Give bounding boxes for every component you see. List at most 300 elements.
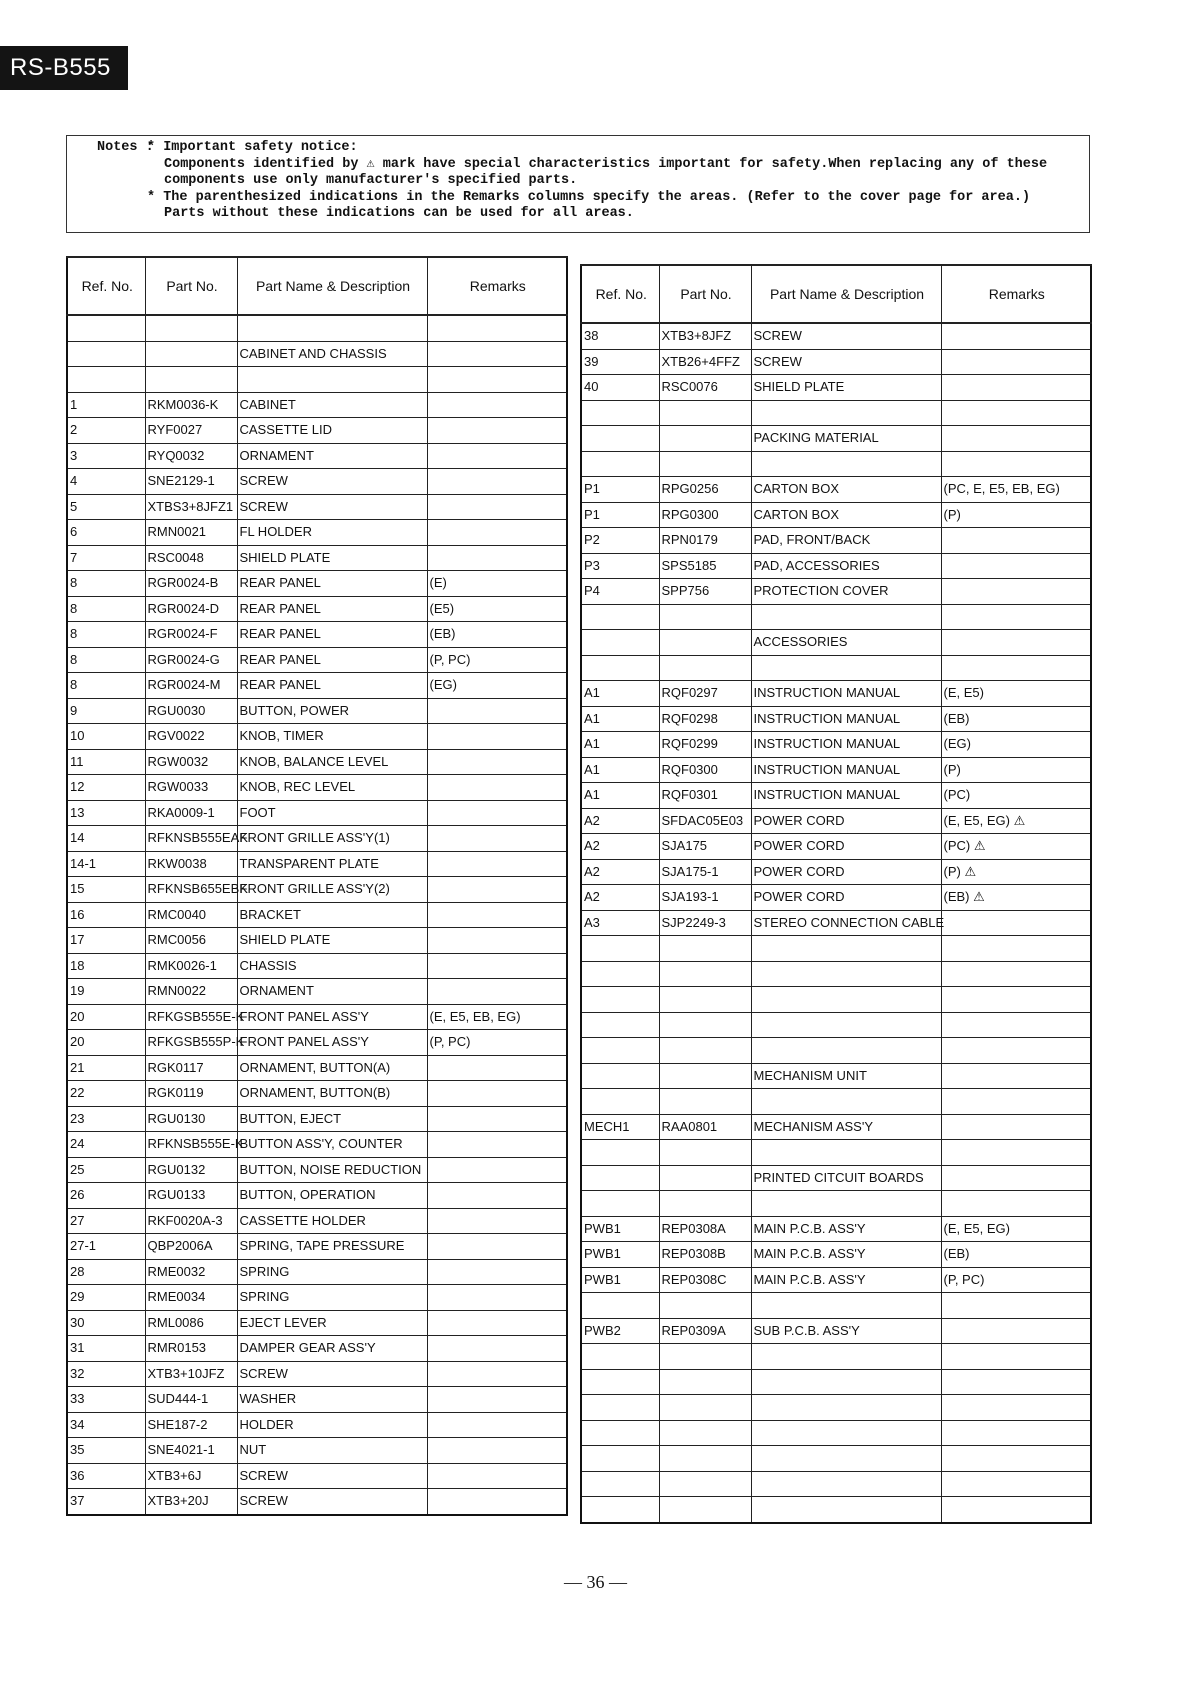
part-name-cell: MAIN P.C.B. ASS'Y [751, 1216, 941, 1242]
part-no-cell [659, 1140, 751, 1166]
table-row [67, 443, 567, 469]
col-name-header: Part Name & Description [237, 257, 427, 315]
part-no-cell: RKM0036-K [145, 392, 237, 418]
remarks-cell [427, 749, 567, 775]
part-name-cell: DAMPER GEAR ASS'Y [237, 1336, 427, 1362]
remarks-cell: (E, E5, EG) [941, 1216, 1091, 1242]
table-row [581, 859, 1091, 885]
table-row [67, 749, 567, 775]
model-tag: RS-B555 [0, 46, 128, 90]
remarks-cell [427, 315, 567, 341]
ref-no-cell: 16 [67, 902, 145, 928]
part-name-cell: SCREW [751, 349, 941, 375]
part-name-cell [751, 1497, 941, 1523]
ref-no-cell: 8 [67, 571, 145, 597]
ref-no-cell: 13 [67, 800, 145, 826]
ref-no-cell: 38 [581, 323, 659, 349]
remarks-cell [941, 1063, 1091, 1089]
part-name-cell [751, 961, 941, 987]
part-name-cell [751, 1012, 941, 1038]
remarks-cell [941, 1012, 1091, 1038]
remarks-cell [427, 1157, 567, 1183]
part-name-cell: BRACKET [237, 902, 427, 928]
ref-no-cell: 23 [67, 1106, 145, 1132]
remarks-cell [941, 323, 1091, 349]
remarks-cell: (P) [941, 502, 1091, 528]
notes-line-2: Components identified by ⚠ mark have special characteristics important for safety.When replacing any of these [164, 156, 1048, 172]
part-no-cell: RQF0297 [659, 681, 751, 707]
remarks-cell [941, 604, 1091, 630]
table-row [67, 1310, 567, 1336]
table-row [67, 1463, 567, 1489]
ref-no-cell: 35 [67, 1438, 145, 1464]
ref-no-cell [581, 1395, 659, 1421]
part-name-cell: SUB P.C.B. ASS'Y [751, 1318, 941, 1344]
parts-table-left [66, 256, 568, 1516]
ref-no-cell: A2 [581, 885, 659, 911]
part-name-cell [237, 367, 427, 393]
part-no-cell: RMC0040 [145, 902, 237, 928]
remarks-cell [427, 1055, 567, 1081]
ref-no-cell [581, 1063, 659, 1089]
part-name-cell [751, 400, 941, 426]
table-row [581, 1165, 1091, 1191]
ref-no-cell: 14-1 [67, 851, 145, 877]
remarks-cell [427, 1234, 567, 1260]
part-name-cell: REAR PANEL [237, 596, 427, 622]
table-row [581, 1012, 1091, 1038]
part-no-cell: RPN0179 [659, 528, 751, 554]
part-no-cell: XTB3+6J [145, 1463, 237, 1489]
part-no-cell: RFKGSB555E-K [145, 1004, 237, 1030]
part-no-cell: RGV0022 [145, 724, 237, 750]
remarks-cell: (EB) ⚠ [941, 885, 1091, 911]
part-no-cell: XTB3+10JFZ [145, 1361, 237, 1387]
part-no-cell: RPG0300 [659, 502, 751, 528]
part-no-cell: SUD444-1 [145, 1387, 237, 1413]
remarks-cell [427, 520, 567, 546]
part-no-cell: RMK0026-1 [145, 953, 237, 979]
ref-no-cell [581, 1089, 659, 1115]
table-row [67, 622, 567, 648]
col-remarks-header: Remarks [427, 257, 567, 315]
ref-no-cell: 37 [67, 1489, 145, 1515]
header-row [581, 265, 1091, 323]
part-name-cell [751, 1446, 941, 1472]
part-no-cell [659, 936, 751, 962]
table-row [581, 1242, 1091, 1268]
part-name-cell [751, 1293, 941, 1319]
remarks-cell [427, 902, 567, 928]
remarks-cell [427, 1412, 567, 1438]
part-name-cell: FRONT GRILLE ASS'Y(1) [237, 826, 427, 852]
remarks-cell [427, 826, 567, 852]
part-name-cell: SHIELD PLATE [237, 928, 427, 954]
part-no-cell: RQF0299 [659, 732, 751, 758]
table-row [581, 451, 1091, 477]
table-row [581, 349, 1091, 375]
table-row [67, 1438, 567, 1464]
part-name-cell: FL HOLDER [237, 520, 427, 546]
table-row [581, 604, 1091, 630]
part-no-cell: SNE4021-1 [145, 1438, 237, 1464]
part-name-cell: POWER CORD [751, 834, 941, 860]
part-name-cell: MECHANISM ASS'Y [751, 1114, 941, 1140]
table-row [67, 1081, 567, 1107]
part-no-cell: RME0032 [145, 1259, 237, 1285]
table-row [581, 630, 1091, 656]
ref-no-cell [581, 1012, 659, 1038]
part-name-cell: ORNAMENT [237, 443, 427, 469]
table-row [67, 1489, 567, 1515]
remarks-cell [427, 1208, 567, 1234]
part-name-cell: SHIELD PLATE [237, 545, 427, 571]
ref-no-cell: 10 [67, 724, 145, 750]
part-no-cell [659, 1191, 751, 1217]
ref-no-cell [581, 1497, 659, 1523]
remarks-cell [427, 418, 567, 444]
table-row [67, 1336, 567, 1362]
remarks-cell [941, 1165, 1091, 1191]
part-name-cell: CABINET [237, 392, 427, 418]
remarks-cell [941, 1420, 1091, 1446]
ref-no-cell: 32 [67, 1361, 145, 1387]
ref-no-cell: 12 [67, 775, 145, 801]
part-no-cell [659, 987, 751, 1013]
table-row [581, 400, 1091, 426]
part-no-cell: RKW0038 [145, 851, 237, 877]
part-name-cell: POWER CORD [751, 808, 941, 834]
ref-no-cell [581, 987, 659, 1013]
part-name-cell: ORNAMENT, BUTTON(A) [237, 1055, 427, 1081]
part-no-cell: SJA175-1 [659, 859, 751, 885]
table-row [581, 1216, 1091, 1242]
col-name-header: Part Name & Description [751, 265, 941, 323]
ref-no-cell: A1 [581, 757, 659, 783]
table-row [581, 1038, 1091, 1064]
part-no-cell: RGR0024-B [145, 571, 237, 597]
part-no-cell: SJA175 [659, 834, 751, 860]
part-name-cell: MAIN P.C.B. ASS'Y [751, 1242, 941, 1268]
part-name-cell: FRONT PANEL ASS'Y [237, 1030, 427, 1056]
part-no-cell [659, 1369, 751, 1395]
part-name-cell [751, 604, 941, 630]
table-row [67, 1361, 567, 1387]
ref-no-cell: 14 [67, 826, 145, 852]
part-name-cell [751, 655, 941, 681]
part-no-cell [659, 961, 751, 987]
part-name-cell [237, 315, 427, 341]
part-name-cell: ORNAMENT, BUTTON(B) [237, 1081, 427, 1107]
table-row [581, 1446, 1091, 1472]
remarks-cell [427, 443, 567, 469]
table-row [67, 1259, 567, 1285]
part-no-cell: RYQ0032 [145, 443, 237, 469]
part-name-cell [751, 1140, 941, 1166]
remarks-cell [941, 1089, 1091, 1115]
ref-no-cell [581, 961, 659, 987]
parts-table-right [580, 264, 1092, 1524]
part-name-cell: KNOB, BALANCE LEVEL [237, 749, 427, 775]
ref-no-cell: 36 [67, 1463, 145, 1489]
part-name-cell [751, 1038, 941, 1064]
table-row [67, 494, 567, 520]
ref-no-cell: 25 [67, 1157, 145, 1183]
part-name-cell: INSTRUCTION MANUAL [751, 757, 941, 783]
part-no-cell: SPS5185 [659, 553, 751, 579]
part-name-cell: KNOB, REC LEVEL [237, 775, 427, 801]
ref-no-cell: P2 [581, 528, 659, 554]
part-name-cell: PRINTED CITCUIT BOARDS [751, 1165, 941, 1191]
notes-line-1: * Important safety notice: [147, 140, 358, 155]
ref-no-cell: A2 [581, 859, 659, 885]
ref-no-cell: PWB1 [581, 1242, 659, 1268]
part-no-cell [659, 1293, 751, 1319]
ref-no-cell [581, 451, 659, 477]
remarks-cell [427, 1463, 567, 1489]
ref-no-cell: A3 [581, 910, 659, 936]
remarks-cell: (EG) [427, 673, 567, 699]
part-name-cell: REAR PANEL [237, 673, 427, 699]
remarks-cell [941, 1395, 1091, 1421]
ref-no-cell [581, 1344, 659, 1370]
part-no-cell: RMR0153 [145, 1336, 237, 1362]
part-no-cell: REP0308C [659, 1267, 751, 1293]
remarks-cell: (P, PC) [941, 1267, 1091, 1293]
ref-no-cell: 9 [67, 698, 145, 724]
ref-no-cell: 40 [581, 375, 659, 401]
remarks-cell [427, 545, 567, 571]
col-part-header: Part No. [145, 257, 237, 315]
part-name-cell: WASHER [237, 1387, 427, 1413]
table-row [581, 757, 1091, 783]
part-no-cell [659, 1471, 751, 1497]
notes-line-3: components use only manufacturer's specified parts. [164, 173, 578, 188]
table-row [67, 392, 567, 418]
table-row [67, 596, 567, 622]
ref-no-cell [581, 426, 659, 452]
ref-no-cell [67, 341, 145, 367]
part-name-cell [751, 1420, 941, 1446]
table-row [67, 1285, 567, 1311]
table-row [67, 1183, 567, 1209]
remarks-cell [427, 1336, 567, 1362]
part-no-cell: RGR0024-M [145, 673, 237, 699]
table-row [581, 579, 1091, 605]
table-row [581, 1267, 1091, 1293]
part-name-cell: PAD, ACCESSORIES [751, 553, 941, 579]
ref-no-cell: 21 [67, 1055, 145, 1081]
remarks-cell [427, 1081, 567, 1107]
part-name-cell: INSTRUCTION MANUAL [751, 706, 941, 732]
remarks-cell [941, 936, 1091, 962]
part-no-cell: RGK0119 [145, 1081, 237, 1107]
remarks-cell [427, 1361, 567, 1387]
table-row [67, 1157, 567, 1183]
table-row [67, 520, 567, 546]
part-no-cell: RGR0024-G [145, 647, 237, 673]
ref-no-cell: P3 [581, 553, 659, 579]
table-row [581, 1114, 1091, 1140]
table-row [67, 800, 567, 826]
part-name-cell: BUTTON, OPERATION [237, 1183, 427, 1209]
part-name-cell: CARTON BOX [751, 477, 941, 503]
table-row [581, 732, 1091, 758]
notes-body [147, 140, 1047, 223]
part-name-cell: STEREO CONNECTION CABLE [751, 910, 941, 936]
part-name-cell: REAR PANEL [237, 571, 427, 597]
ref-no-cell: 22 [67, 1081, 145, 1107]
part-no-cell: XTB26+4FFZ [659, 349, 751, 375]
remarks-cell [941, 1344, 1091, 1370]
part-no-cell: SFDAC05E03 [659, 808, 751, 834]
ref-no-cell: A1 [581, 681, 659, 707]
part-no-cell: RGR0024-D [145, 596, 237, 622]
remarks-cell [941, 553, 1091, 579]
notes-line-4: * The parenthesized indications in the Remarks columns specify the areas. (Refer to the cover page for area.) [147, 189, 1031, 205]
parts-table-right-body [581, 323, 1091, 1523]
remarks-cell [427, 775, 567, 801]
table-row [581, 426, 1091, 452]
ref-no-cell: PWB1 [581, 1216, 659, 1242]
remarks-cell [941, 426, 1091, 452]
part-no-cell: SNE2129-1 [145, 469, 237, 495]
part-no-cell: RQF0300 [659, 757, 751, 783]
table-row [67, 1106, 567, 1132]
remarks-cell [427, 1438, 567, 1464]
part-name-cell: BUTTON, POWER [237, 698, 427, 724]
ref-no-cell: 20 [67, 1004, 145, 1030]
remarks-cell [941, 579, 1091, 605]
col-remarks-header: Remarks [941, 265, 1091, 323]
part-name-cell: SCREW [237, 494, 427, 520]
part-name-cell [751, 987, 941, 1013]
ref-no-cell [67, 315, 145, 341]
table-row [581, 1089, 1091, 1115]
part-name-cell: FRONT GRILLE ASS'Y(2) [237, 877, 427, 903]
part-no-cell: RAA0801 [659, 1114, 751, 1140]
part-no-cell [659, 1446, 751, 1472]
remarks-cell [427, 469, 567, 495]
table-row [581, 528, 1091, 554]
ref-no-cell: A1 [581, 732, 659, 758]
table-row [67, 571, 567, 597]
part-no-cell [659, 1063, 751, 1089]
remarks-cell [941, 1471, 1091, 1497]
ref-no-cell: 11 [67, 749, 145, 775]
part-no-cell: RMC0056 [145, 928, 237, 954]
remarks-cell [941, 987, 1091, 1013]
remarks-cell [941, 451, 1091, 477]
part-no-cell: RGR0024-F [145, 622, 237, 648]
part-name-cell: SPRING [237, 1285, 427, 1311]
remarks-cell [427, 1489, 567, 1515]
part-name-cell: SCREW [237, 1361, 427, 1387]
remarks-cell: (E) [427, 571, 567, 597]
remarks-cell: (E, E5, EG) ⚠ [941, 808, 1091, 834]
remarks-cell: (E, E5, EB, EG) [427, 1004, 567, 1030]
ref-no-cell: 31 [67, 1336, 145, 1362]
ref-no-cell: 28 [67, 1259, 145, 1285]
table-row [67, 877, 567, 903]
ref-no-cell: 4 [67, 469, 145, 495]
part-no-cell [145, 367, 237, 393]
part-name-cell: PAD, FRONT/BACK [751, 528, 941, 554]
ref-no-cell: 6 [67, 520, 145, 546]
part-no-cell [659, 1395, 751, 1421]
table-row [67, 1132, 567, 1158]
part-name-cell: SCREW [237, 1489, 427, 1515]
part-name-cell: KNOB, TIMER [237, 724, 427, 750]
part-no-cell: RMN0021 [145, 520, 237, 546]
part-no-cell: XTB3+8JFZ [659, 323, 751, 349]
table-row [581, 987, 1091, 1013]
ref-no-cell: 30 [67, 1310, 145, 1336]
part-no-cell: RQF0298 [659, 706, 751, 732]
part-name-cell [751, 1089, 941, 1115]
part-no-cell: RGU0132 [145, 1157, 237, 1183]
remarks-cell [427, 979, 567, 1005]
part-no-cell [659, 451, 751, 477]
part-no-cell: RPG0256 [659, 477, 751, 503]
remarks-cell [427, 341, 567, 367]
part-no-cell [659, 1497, 751, 1523]
parts-table-left-body [67, 315, 567, 1515]
ref-no-cell: 34 [67, 1412, 145, 1438]
part-name-cell: INSTRUCTION MANUAL [751, 783, 941, 809]
ref-no-cell: 18 [67, 953, 145, 979]
ref-no-cell [581, 1165, 659, 1191]
table-row [67, 826, 567, 852]
part-no-cell [659, 400, 751, 426]
ref-no-cell [67, 367, 145, 393]
part-no-cell: RKF0020A-3 [145, 1208, 237, 1234]
part-no-cell [659, 426, 751, 452]
ref-no-cell: A1 [581, 783, 659, 809]
part-name-cell: SHIELD PLATE [751, 375, 941, 401]
remarks-cell [427, 367, 567, 393]
remarks-cell [427, 1183, 567, 1209]
part-no-cell [145, 315, 237, 341]
part-name-cell: SPRING, TAPE PRESSURE [237, 1234, 427, 1260]
table-row [67, 1234, 567, 1260]
ref-no-cell: 19 [67, 979, 145, 1005]
table-row [581, 1344, 1091, 1370]
ref-no-cell: 7 [67, 545, 145, 571]
part-no-cell: RSC0076 [659, 375, 751, 401]
ref-no-cell: P1 [581, 477, 659, 503]
ref-no-cell: 8 [67, 622, 145, 648]
table-row [67, 724, 567, 750]
ref-no-cell: 39 [581, 349, 659, 375]
part-no-cell [659, 1165, 751, 1191]
part-no-cell: RSC0048 [145, 545, 237, 571]
part-name-cell: CARTON BOX [751, 502, 941, 528]
ref-no-cell: 8 [67, 673, 145, 699]
table-row [581, 1497, 1091, 1523]
remarks-cell: (E, E5) [941, 681, 1091, 707]
remarks-cell [427, 1132, 567, 1158]
ref-no-cell: 24 [67, 1132, 145, 1158]
part-no-cell [659, 1344, 751, 1370]
part-name-cell: MAIN P.C.B. ASS'Y [751, 1267, 941, 1293]
remarks-cell: (EB) [427, 622, 567, 648]
ref-no-cell: A1 [581, 706, 659, 732]
table-row [581, 1293, 1091, 1319]
part-no-cell: RFKNSB655EBK [145, 877, 237, 903]
part-name-cell: ORNAMENT [237, 979, 427, 1005]
part-no-cell: RGW0032 [145, 749, 237, 775]
